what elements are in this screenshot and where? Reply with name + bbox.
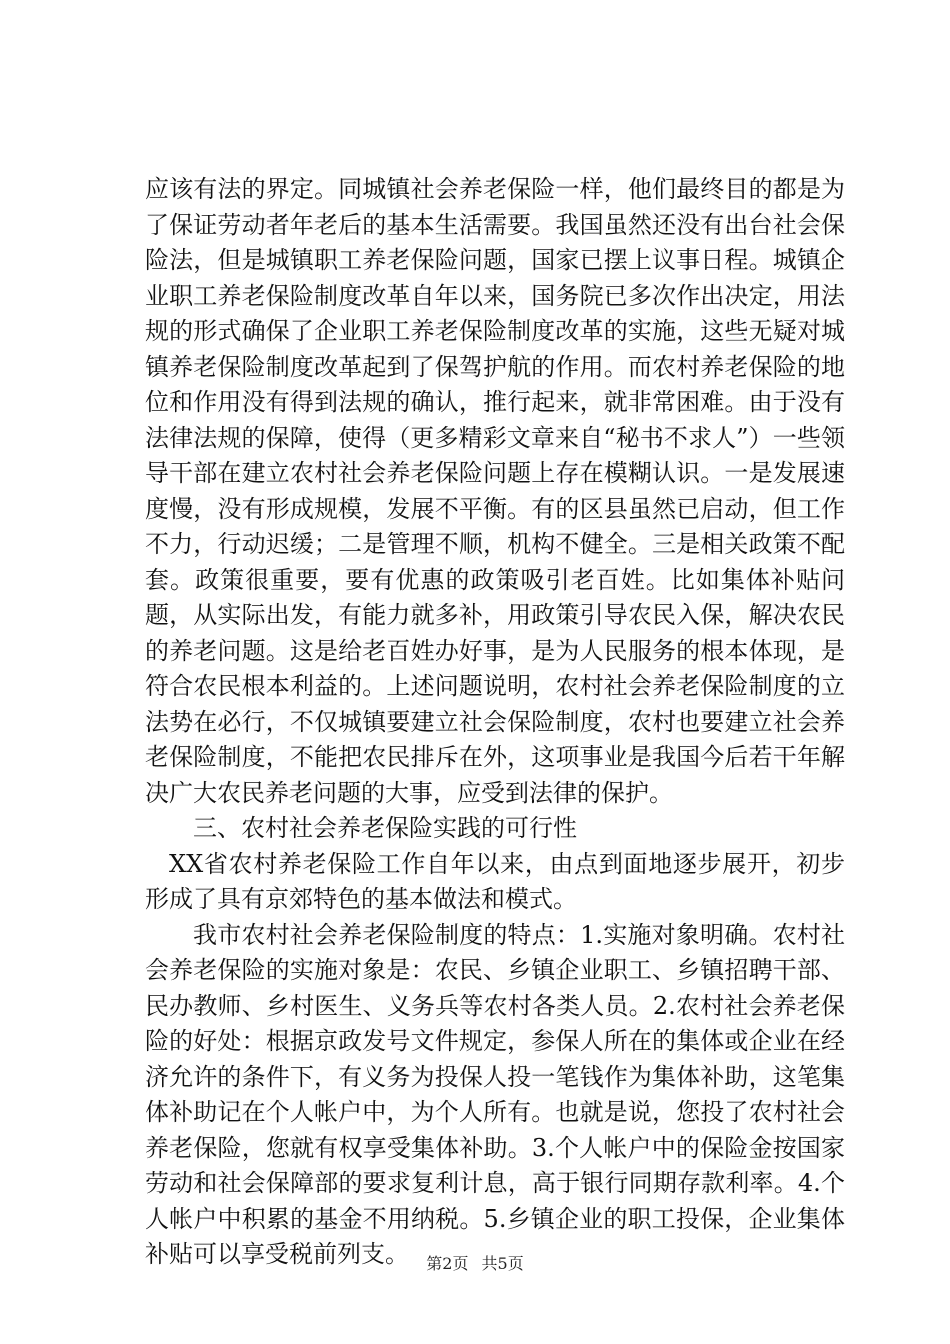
page-number: 第2页: [426, 1254, 469, 1273]
paragraph-province-progress: XX省农村养老保险工作自年以来，由点到面地逐步展开，初步形成了具有京郊特色的基本做法和模式。: [145, 849, 845, 913]
document-body: [145, 172, 845, 1273]
page-total: 共5页: [481, 1254, 524, 1273]
section-heading-feasibility: 三、农村社会养老保险实践的可行性: [193, 814, 577, 842]
paragraph-legal-basis: 应该有法的界定。同城镇社会养老保险一样，他们最终目的都是为了保证劳动者年老后的基本生活需要。我国虽然还没有出台社会保险法，但是城镇职工养老保险问题，国家已摆上议事日程。城镇企业职工养老保险制度改革自年以来，国务院已多次作出决定，用法规的形式确保了企业职工养老保险制度改革的实施，这些无疑对城镇养老保险制度改革起到了保驾护航的作用。而农村养老保险的地位和作用没有得到法规的确认，推行起来，就非常困难。由于没有法律法规的保障，使得（更多精彩文章来自“秘书不求人”）一些领导干部在建立农村社会养老保险问题上存在模糊认识。一是发展速度慢，没有形成规模，发展不平衡。有的区县虽然已启动，但工作不力，行动迟缓；二是管理不顺，机构不健全。三是相关政策不配套。政策很重要，要有优惠的政策吸引老百姓。比如集体补贴问题，从实际出发，有能力就多补，用政策引导农民入保，解决农民的养老问题。这是给老百姓办好事，是为人民服务的根本体现，是符合农民根本利益的。上述问题说明，农村社会养老保险制度的立法势在必行，不仅城镇要建立社会保险制度，农村也要建立社会养老保险制度，不能把农民排斥在外，这项事业是我国今后若干年解决广大农民养老问题的大事，应受到法律的保护。: [145, 175, 845, 807]
paragraph-system-features: 我市农村社会养老保险制度的特点：1.实施对象明确。农村社会养老保险的实施对象是：农民、乡镇企业职工、乡镇招聘干部、民办教师、乡村医生、义务兵等农村各类人员。2.农村社会养老保险的好处：根据京政发号文件规定，参保人所在的集体或企业在经济允许的条件下，有义务为投保人投一笔钱作为集体补助，这笔集体补助记在个人帐户中，为个人所有。也就是说，您投了农村社会养老保险，您就有权享受集体补助。3.个人帐户中的保险金按国家劳动和社会保障部的要求复利计息，高于银行同期存款利率。4.个人帐户中积累的基金不用纳税。5.乡镇企业的职工投保，企业集体补贴可以享受税前列支。: [145, 920, 845, 1268]
page-footer: [0, 1251, 950, 1274]
